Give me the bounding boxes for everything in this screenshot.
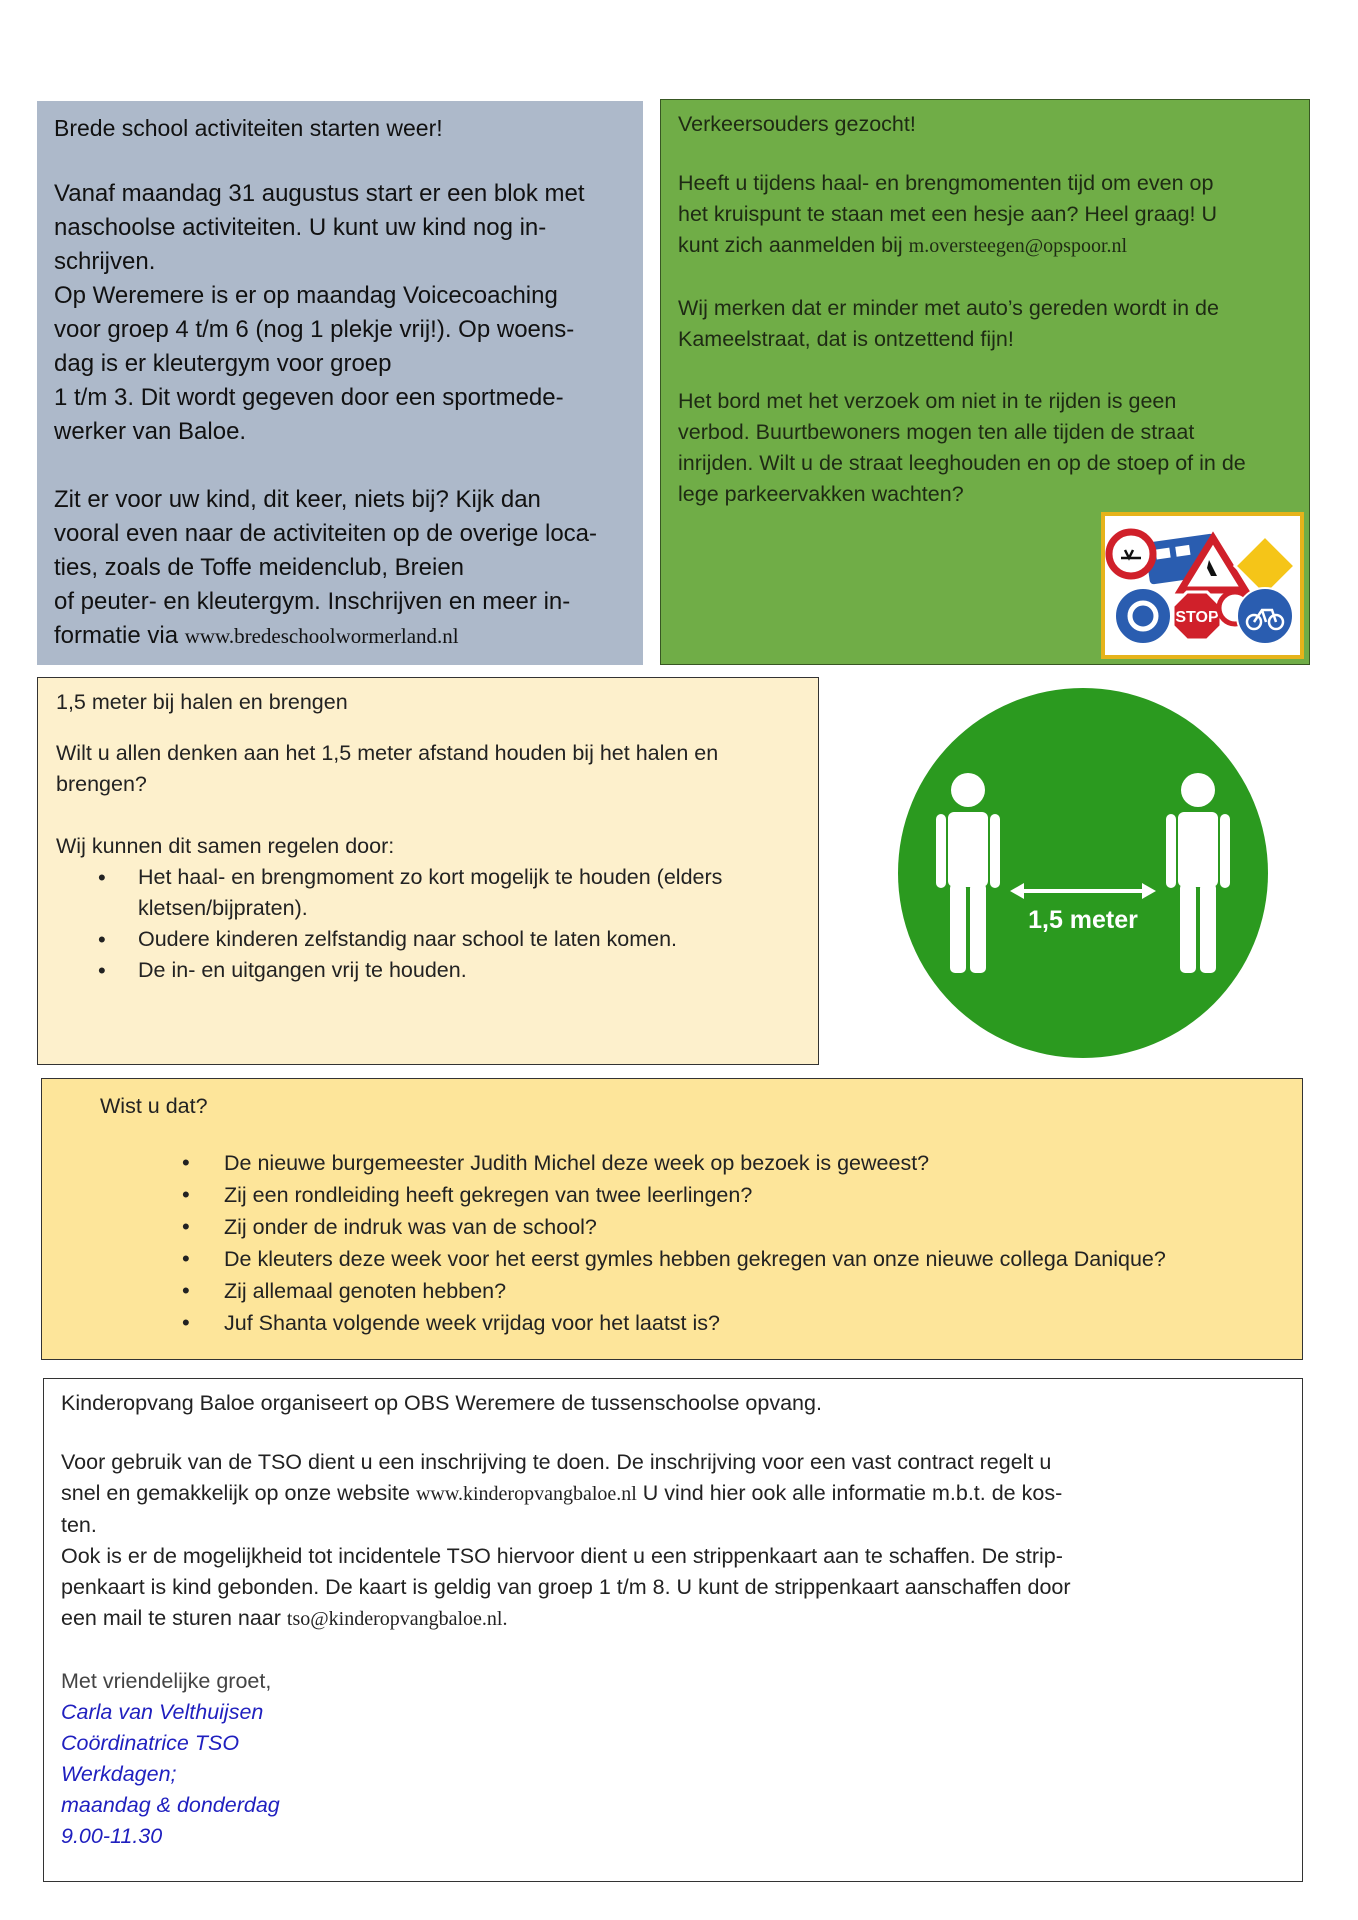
brede-school-last-prefix: formatie via <box>54 622 185 649</box>
verkeersouders-spacer <box>678 262 1293 293</box>
list-item-text: De in- en uitgangen vrij te houden. <box>138 958 467 982</box>
kinderopvang-line: penkaart is kind gebonden. De kaart is geldig van groep 1 t/m 8. U kunt de strippenkaart aanschaffen door <box>61 1575 1071 1599</box>
verkeersouders-email-link[interactable]: m.oversteegen@opspoor.nl <box>908 235 1128 257</box>
brede-school-website-link[interactable]: www.bredeschoolwormerland.nl <box>184 624 459 648</box>
brede-school-line <box>54 619 627 653</box>
signature-role: Coördinatrice TSO <box>61 1731 240 1755</box>
distance-label: 1,5 meter <box>1028 906 1138 934</box>
brede-school-box <box>37 101 643 665</box>
list-item <box>56 862 800 924</box>
kinderopvang-line: Voor gebruik van de TSO dient u een inschrijving te doen. De inschrijving voor een vast contract regelt u <box>61 1450 1052 1474</box>
list-item-text: Oudere kinderen zelfstandig naar school te laten komen. <box>138 927 678 951</box>
brede-school-line: naschoolse activiteiten. U kunt uw kind nog in- <box>54 214 547 241</box>
kinderopvang-spacer <box>61 1635 1284 1666</box>
verkeersouders-line: Wij merken dat er minder met auto’s gereden wordt in de <box>678 296 1219 320</box>
brede-school-line: schrijven. <box>54 248 156 275</box>
verkeersouders-line <box>678 230 1293 262</box>
social-distance-icon <box>898 688 1268 1058</box>
brede-school-line: werker van Baloe. <box>54 418 247 445</box>
verkeersouders-title: Verkeersouders gezocht! <box>678 112 916 136</box>
brede-school-line: Op Weremere is er op maandag Voicecoaching <box>54 282 558 309</box>
kinderopvang-text: een mail te sturen naar <box>61 1606 287 1630</box>
meter-title: 1,5 meter bij halen en brengen <box>56 690 348 714</box>
brede-school-title: Brede school activiteiten starten weer! <box>54 115 443 141</box>
verkeersouders-line: inrijden. Wilt u de straat leeghouden en op de stoep of in de <box>678 451 1246 475</box>
kinderopvang-website-link[interactable]: www.kinderopvangbaloe.nl <box>415 1483 637 1505</box>
brede-school-line: voor groep 4 t/m 6 (nog 1 plekje vrij!). Op woens- <box>54 316 575 343</box>
list-item <box>56 924 800 955</box>
greeting: Met vriendelijke groet, <box>61 1669 272 1693</box>
verkeersouders-line: Het bord met het verzoek om niet in te rijden is geen <box>678 389 1177 413</box>
brede-school-spacer <box>54 449 627 483</box>
verkeersouders-last-prefix: kunt zich aanmelden bij <box>678 233 909 257</box>
kinderopvang-line <box>61 1478 1284 1510</box>
kinderopvang-line: ten. <box>61 1513 97 1537</box>
wist-u-dat-list <box>100 1147 1302 1339</box>
stop-sign-text: STOP <box>1175 609 1219 626</box>
brede-school-line: of peuter- en kleutergym. Inschrijven en meer in- <box>54 588 571 615</box>
list-item: • Juf Shanta volgende week vrijdag voor het laatst is? <box>100 1307 1302 1339</box>
signature-hours: 9.00-11.30 <box>61 1824 163 1848</box>
meter-box <box>37 677 819 1065</box>
verkeersouders-line: Heeft u tijdens haal- en brengmomenten tijd om even op <box>678 171 1214 195</box>
meter-bullet-list <box>56 862 800 986</box>
kinderopvang-line <box>61 1603 1284 1635</box>
list-item: • Zij allemaal genoten hebben? <box>100 1275 1302 1307</box>
meter-line: Wilt u allen denken aan het 1,5 meter afstand houden bij het halen en <box>56 741 719 765</box>
verkeersouders-spacer <box>678 355 1293 386</box>
list-item: • De nieuwe burgemeester Judith Michel deze week op bezoek is geweest? <box>100 1147 1302 1179</box>
meter-spacer <box>56 800 800 831</box>
verkeersouders-line: Kameelstraat, dat is ontzettend fijn! <box>678 327 1014 351</box>
signature-workdays-label: Werkdagen; <box>61 1762 177 1786</box>
list-item: • Zij een rondleiding heeft gekregen van twee leerlingen? <box>100 1179 1302 1211</box>
distance-pictogram <box>898 688 1268 1058</box>
list-item-text: kletsen/bijpraten). <box>138 896 308 920</box>
kinderopvang-box <box>43 1378 1303 1882</box>
verkeersouders-line: het kruispunt te staan met een hesje aan? Heel graag! U <box>678 202 1218 226</box>
signature-workdays: maandag & donderdag <box>61 1793 280 1817</box>
kinderopvang-line: Ook is er de mogelijkheid tot incidentele TSO hiervoor dient u een strippenkaart aan te schaffen. De strip- <box>61 1544 1063 1568</box>
wist-u-dat-box <box>41 1078 1303 1360</box>
kinderopvang-email-link[interactable]: tso@kinderopvangbaloe.nl. <box>286 1608 508 1630</box>
signature-name: Carla van Velthuijsen <box>61 1700 264 1724</box>
wist-u-dat-title: Wist u dat? <box>100 1094 208 1118</box>
brede-school-line: 1 t/m 3. Dit wordt gegeven door een sportmede- <box>54 384 564 411</box>
list-item: • Zij onder de indruk was van de school? <box>100 1211 1302 1243</box>
kinderopvang-text: U vind hier ook alle informatie m.b.t. de kos- <box>636 1481 1063 1505</box>
verkeersouders-line: lege parkeervakken wachten? <box>678 482 964 506</box>
list-item <box>56 955 800 986</box>
brede-school-line: ties, zoals de Toffe meidenclub, Breien <box>54 554 465 581</box>
brede-school-line: Vanaf maandag 31 augustus start er een blok met <box>54 180 585 207</box>
meter-intro: Wij kunnen dit samen regelen door: <box>56 834 395 858</box>
verkeersouders-line: verbod. Buurtbewoners mogen ten alle tijden de straat <box>678 420 1195 444</box>
meter-line: brengen? <box>56 772 147 796</box>
brede-school-line: Zit er voor uw kind, dit keer, niets bij? Kijk dan <box>54 486 541 513</box>
list-item-text: Het haal- en brengmoment zo kort mogelijk te houden (elders <box>138 865 723 889</box>
list-item: • De kleuters deze week voor het eerst gymles hebben gekregen van onze nieuwe collega Danique? <box>100 1243 1302 1275</box>
brede-school-line: dag is er kleutergym voor groep <box>54 350 392 377</box>
traffic-signs-icon <box>1105 516 1300 655</box>
traffic-signs-image <box>1101 512 1304 659</box>
brede-school-line: vooral even naar de activiteiten op de overige loca- <box>54 520 597 547</box>
kinderopvang-text: snel en gemakkelijk op onze website <box>61 1481 416 1505</box>
kinderopvang-title: Kinderopvang Baloe organiseert op OBS Weremere de tussenschoolse opvang. <box>61 1391 822 1415</box>
